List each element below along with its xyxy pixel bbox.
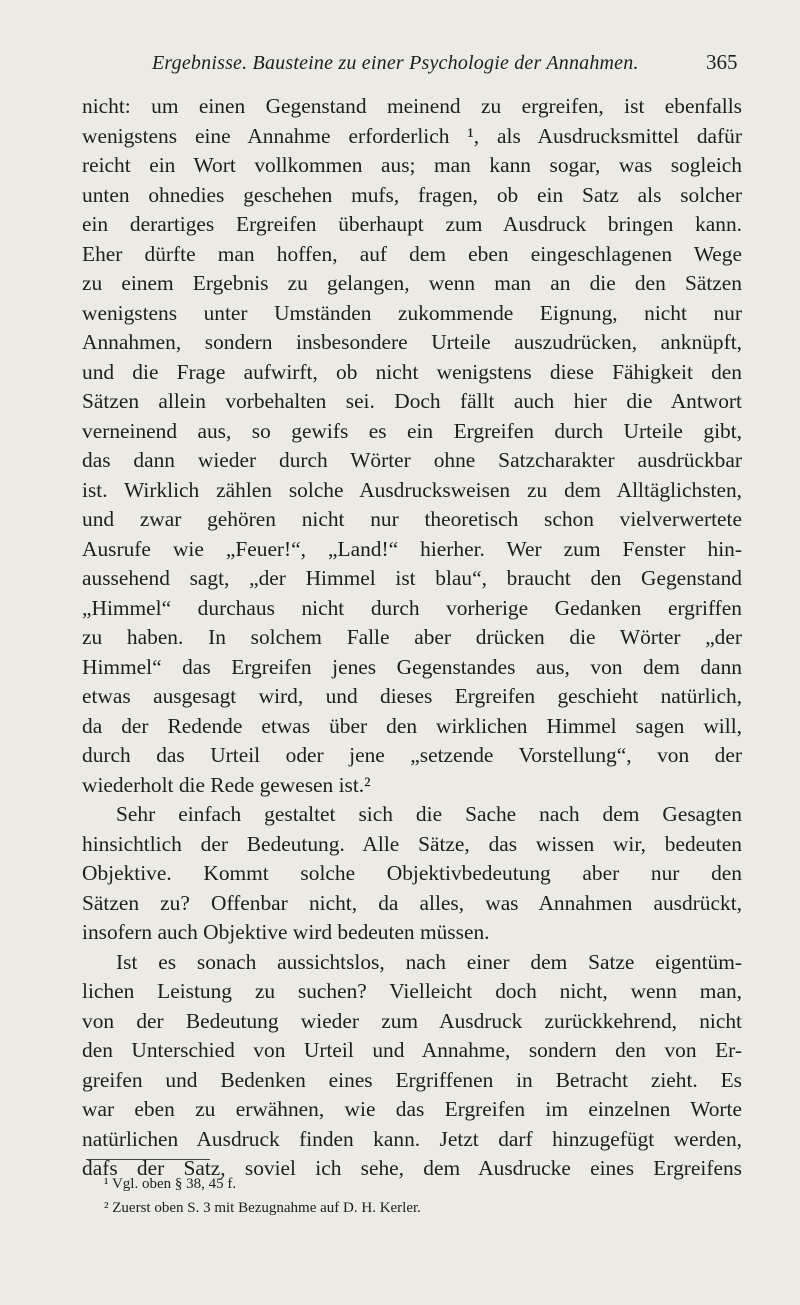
text-line: Objektive. Kommt solche Objektivbedeutung aber nur den [82, 861, 742, 885]
text-line: reicht ein Wort vollkommen aus; man kann sogar, was sogleich [82, 153, 742, 177]
running-head: Ergebnisse. Bausteine zu einer Psychologie der Annahmen. [152, 52, 639, 74]
text-line: Sätzen allein vorbehalten sei. Doch fällt auch hier die Antwort [82, 389, 742, 413]
text-line: zu haben. In solchem Falle aber drücken die Wörter „der [82, 625, 742, 649]
text-line: hinsichtlich der Bedeutung. Alle Sätze, das wissen wir, bedeuten [82, 831, 742, 856]
footnote-divider [86, 1159, 210, 1160]
text-line: und zwar gehören nicht nur theoretisch schon vielverwertete [82, 507, 742, 531]
footnote-1: ¹ Vgl. oben § 38, 45 f. [104, 1176, 237, 1192]
text-line: von der Bedeutung wieder zum Ausdruck zurückkehrend, nicht [82, 1008, 742, 1033]
text-line: nicht: um einen Gegenstand meinend zu ergreifen, ist ebenfalls [82, 94, 742, 118]
footnotes [104, 1172, 724, 1220]
page-number: 365 [706, 50, 738, 74]
text-line: da der Redende etwas über den wirklichen Himmel sagen will, [82, 713, 742, 738]
text-line: unten ohnedies geschehen mufs, fragen, ob ein Satz als solcher [82, 182, 742, 207]
text-line: ist. Wirklich zählen solche Ausdrucksweisen zu dem Alltäglichsten, [82, 477, 742, 502]
text-line: aussehend sagt, „der Himmel ist blau“, braucht den Gegenstand [82, 566, 742, 590]
body-text [82, 92, 742, 1184]
text-line: das dann wieder durch Wörter ohne Satzcharakter ausdrückbar [82, 448, 742, 472]
footnote-2: ² Zuerst oben S. 3 mit Bezugnahme auf D. H. Kerler. [104, 1200, 421, 1216]
text-line: ein derartiges Ergreifen überhaupt zum Ausdruck bringen kann. [82, 212, 742, 236]
text-line: „Himmel“ durchaus nicht durch vorherige Gedanken ergriffen [82, 595, 742, 620]
text-line: durch das Urteil oder jene „setzende Vorstellung“, von der [82, 743, 742, 767]
text-line: Ist es sonach aussichtslos, nach einer dem Satze eigentüm- [116, 949, 742, 974]
text-line: dafs der Satz, soviel ich sehe, dem Ausdrucke eines Ergreifens [82, 1156, 742, 1180]
text-line: Ausrufe wie „Feuer!“, „Land!“ hierher. Wer zum Fenster hin- [82, 536, 742, 561]
text-line: Annahmen, sondern insbesondere Urteile auszudrücken, anknüpft, [82, 330, 742, 354]
text-line: Sehr einfach gestaltet sich die Sache nach dem Gesagten [116, 802, 742, 826]
text-line: wenigstens unter Umständen zukommende Eignung, nicht nur [82, 300, 742, 325]
text-line: etwas ausgesagt wird, und dieses Ergreifen geschieht natürlich, [82, 684, 742, 708]
text-line: wenigstens eine Annahme erforderlich ¹, als Ausdrucksmittel dafür [82, 123, 742, 148]
text-line: insofern auch Objektive wird bedeuten müssen. [82, 920, 490, 944]
text-line: und die Frage aufwirft, ob nicht wenigstens diese Fähigkeit den [82, 359, 742, 384]
text-line: natürlichen Ausdruck finden kann. Jetzt darf hinzugefügt werden, [82, 1126, 742, 1151]
text-line: Eher dürfte man hoffen, auf dem eben eingeschlagenen Wege [82, 241, 742, 266]
text-line: lichen Leistung zu suchen? Vielleicht doch nicht, wenn man, [82, 979, 742, 1003]
text-line: Sätzen zu? Offenbar nicht, da alles, was Annahmen ausdrückt, [82, 890, 742, 915]
text-line: wiederholt die Rede gewesen ist.² [82, 772, 371, 797]
text-line: verneinend aus, so gewifs es ein Ergreifen durch Urteile gibt, [82, 418, 742, 443]
text-line: greifen und Bedenken eines Ergriffenen in Betracht zieht. Es [82, 1067, 742, 1092]
text-line: den Unterschied von Urteil und Annahme, sondern den von Er- [82, 1038, 742, 1062]
text-line: Himmel“ das Ergreifen jenes Gegenstandes aus, von dem dann [82, 654, 742, 679]
text-line: war eben zu erwähnen, wie das Ergreifen im einzelnen Worte [82, 1097, 742, 1121]
text-line: zu einem Ergebnis zu gelangen, wenn man an die den Sätzen [82, 271, 742, 295]
